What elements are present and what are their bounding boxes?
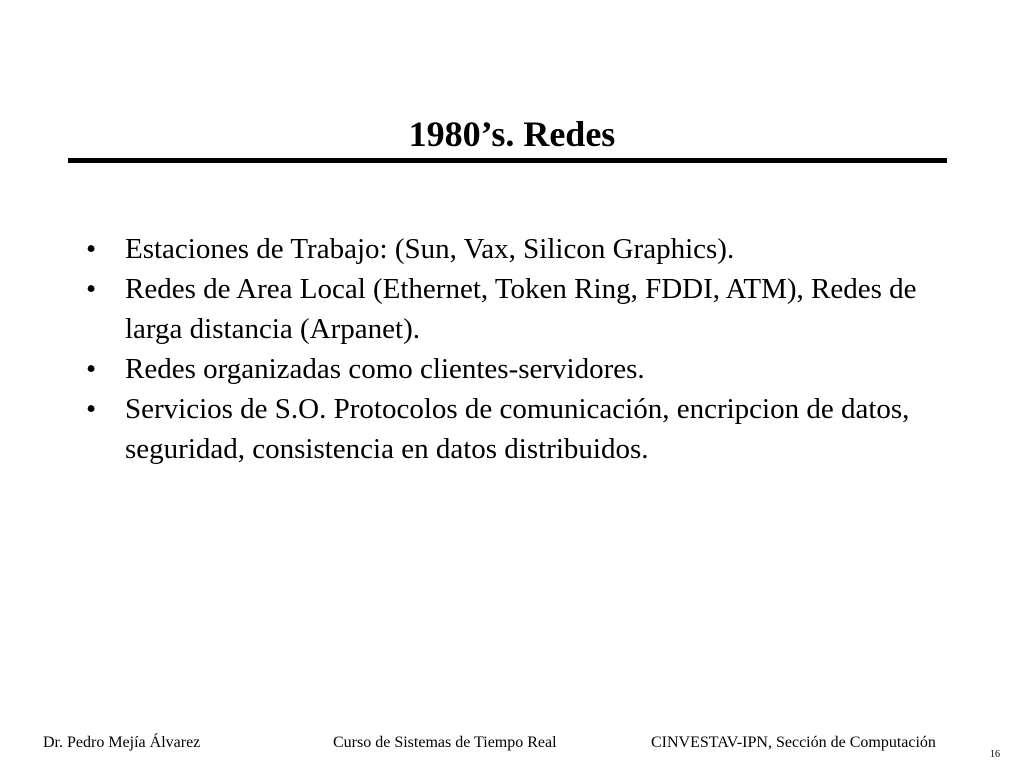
title-underline [68,158,947,163]
bullet-item-3 [80,349,960,389]
bullet-icon: • [86,393,97,425]
footer-institution: CINVESTAV-IPN, Sección de Computación [651,734,936,751]
footer-course: Curso de Sistemas de Tiempo Real [333,734,557,751]
bullet-icon: • [86,273,97,305]
bullet-text-2: Redes de Area Local (Ethernet, Token Ring, FDDI, ATM), Redes de larga distancia (Arpanet). [125,273,917,345]
page-number: 16 [990,749,1000,760]
bullet-item-2 [80,269,960,349]
bullet-list [80,229,960,469]
bullet-text-3: Redes organizadas como clientes-servidores. [125,353,645,385]
bullet-item-4 [80,389,960,469]
bullet-item-1 [80,229,960,269]
bullet-text-4: Servicios de S.O. Protocolos de comunicación, encripcion de datos, seguridad, consistencia en datos distribuidos. [125,393,910,465]
footer-author: Dr. Pedro Mejía Álvarez [43,734,201,751]
bullet-text-1: Estaciones de Trabajo: (Sun, Vax, Silicon Graphics). [125,233,735,265]
bullet-icon: • [86,353,97,385]
bullet-icon: • [86,233,97,265]
slide-title: 1980’s. Redes [408,114,616,154]
